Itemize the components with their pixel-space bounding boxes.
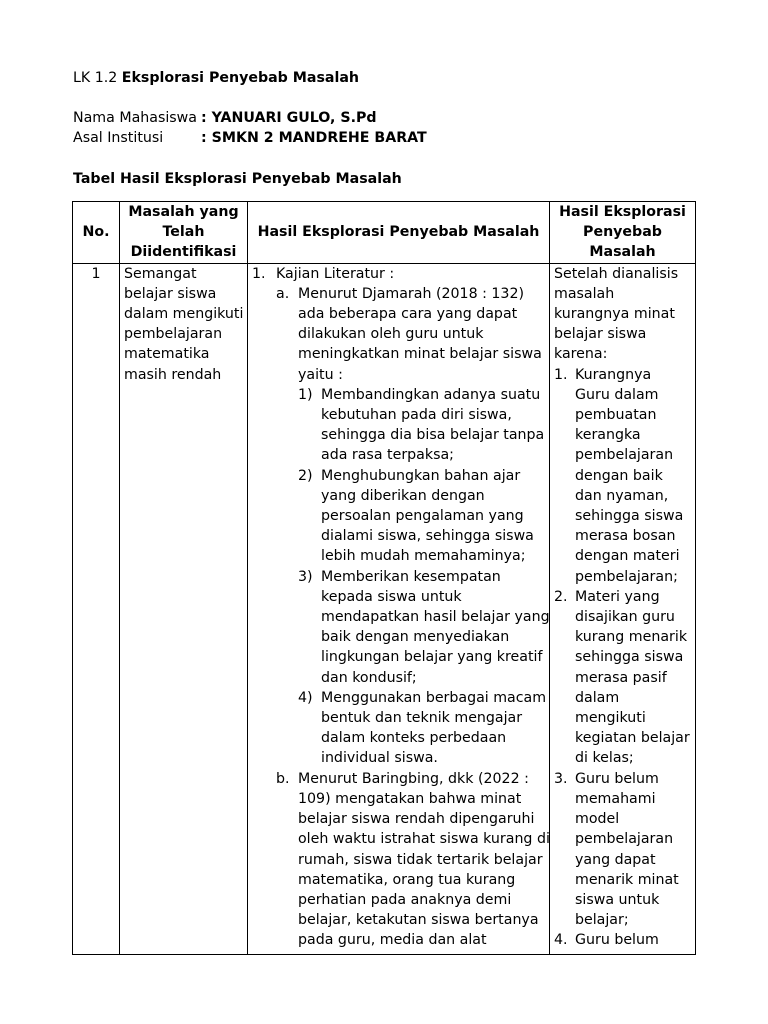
masalah-text: Semangat belajar siswa dalam mengikuti pembelajaran matematika masih rendah xyxy=(124,265,244,383)
list-text: Menggunakan berbagai macam bentuk dan teknik mengajar dalam konteks perbedaan individual siswa. xyxy=(321,689,547,767)
list-text: Menurut Baringbing, dkk (2022 : 109) mengatakan bahwa minat belajar siswa rendah dipengaruhi oleh waktu istrahat siswa kurang di rumah, siswa tidak tertarik belajar matematika, orang tua kurang perhatian pada anaknya demi belajar, ketakutan siswa bertanya pada guru, media dan alat xyxy=(298,770,550,949)
exploration-table xyxy=(72,201,696,955)
list-marker: 2) xyxy=(298,467,313,484)
list-item xyxy=(554,365,691,587)
list-marker: 1) xyxy=(298,386,313,403)
header-masalah: Masalah yang Telah Diidentifikasi xyxy=(120,202,248,264)
analysis-intro: Setelah dianalisis masalah kurangnya minat belajar siswa karena: xyxy=(554,265,679,363)
list-marker: a. xyxy=(276,285,290,302)
table-row xyxy=(73,263,696,954)
list-item xyxy=(252,264,545,284)
list-item xyxy=(252,284,545,385)
name-value: : YANUARI GULO, S.Pd xyxy=(201,110,377,126)
list-marker: b. xyxy=(276,770,290,787)
list-item xyxy=(252,385,545,466)
cell-hasil-analisis xyxy=(550,263,696,954)
name-row xyxy=(73,110,377,126)
header-no: No. xyxy=(73,202,120,264)
name-label: Nama Mahasiswa xyxy=(73,110,197,126)
list-item xyxy=(554,769,691,931)
list-text: Memberikan kesempatan kepada siswa untuk mendapatkan hasil belajar yang baik dengan menyediakan lingkungan belajar yang kreatif dan kondusif; xyxy=(321,568,550,686)
list-marker: 2. xyxy=(554,588,568,605)
table-header-row xyxy=(73,202,696,264)
heading-title: Eksplorasi Penyebab Masalah xyxy=(121,70,360,86)
list-marker: 4. xyxy=(554,932,568,949)
list-text: Kajian Literatur : xyxy=(276,265,395,282)
list-item xyxy=(554,930,691,950)
institution-label: Asal Institusi xyxy=(73,130,164,146)
heading-code: LK 1.2 xyxy=(73,70,122,86)
list-text: Menghubungkan bahan ajar yang diberikan dengan persoalan pengalaman yang dialami siswa, sehingga siswa lebih mudah memahaminya; xyxy=(321,467,534,565)
list-marker: 3. xyxy=(554,770,568,787)
list-marker: 1. xyxy=(252,265,266,282)
list-text: Guru belum xyxy=(575,932,659,949)
list-marker: 3) xyxy=(298,568,313,585)
list-text: Menurut Djamarah (2018 : 132) ada beberapa cara yang dapat dilakukan oleh guru untuk meningkatkan minat belajar siswa yaitu : xyxy=(298,285,542,383)
document-heading xyxy=(73,70,359,86)
list-item xyxy=(252,688,545,769)
list-text: Kurangnya Guru dalam pembuatan kerangka pembelajaran dengan baik dan nyaman, sehingga siswa merasa bosan dengan materi pembelajaran; xyxy=(575,366,684,585)
list-item xyxy=(554,587,691,769)
list-item xyxy=(252,567,550,688)
header-hasil-eksplorasi: Hasil Eksplorasi Penyebab Masalah xyxy=(248,202,550,264)
cell-no: 1 xyxy=(73,263,120,954)
institution-row xyxy=(73,130,427,146)
list-item xyxy=(252,769,550,951)
cell-hasil-eksplorasi xyxy=(248,263,550,954)
list-text: Membandingkan adanya suatu kebutuhan pada diri siswa, sehingga dia bisa belajar tanpa ada rasa terpaksa; xyxy=(321,386,545,464)
table-title: Tabel Hasil Eksplorasi Penyebab Masalah xyxy=(73,171,402,187)
institution-value: : SMKN 2 MANDREHE BARAT xyxy=(201,130,427,146)
list-item xyxy=(252,466,545,567)
list-text: Materi yang disajikan guru kurang menarik sehingga siswa merasa pasif dalam mengikuti kegiatan belajar di kelas; xyxy=(575,588,690,767)
list-marker: 1. xyxy=(554,366,568,383)
list-text: Guru belum memahami model pembelajaran yang dapat menarik minat siswa untuk belajar; xyxy=(575,770,679,929)
header-hasil-eksplorasi-2: Hasil Eksplorasi Penyebab Masalah xyxy=(550,202,696,264)
cell-masalah xyxy=(120,263,248,954)
list-marker: 4) xyxy=(298,689,313,706)
